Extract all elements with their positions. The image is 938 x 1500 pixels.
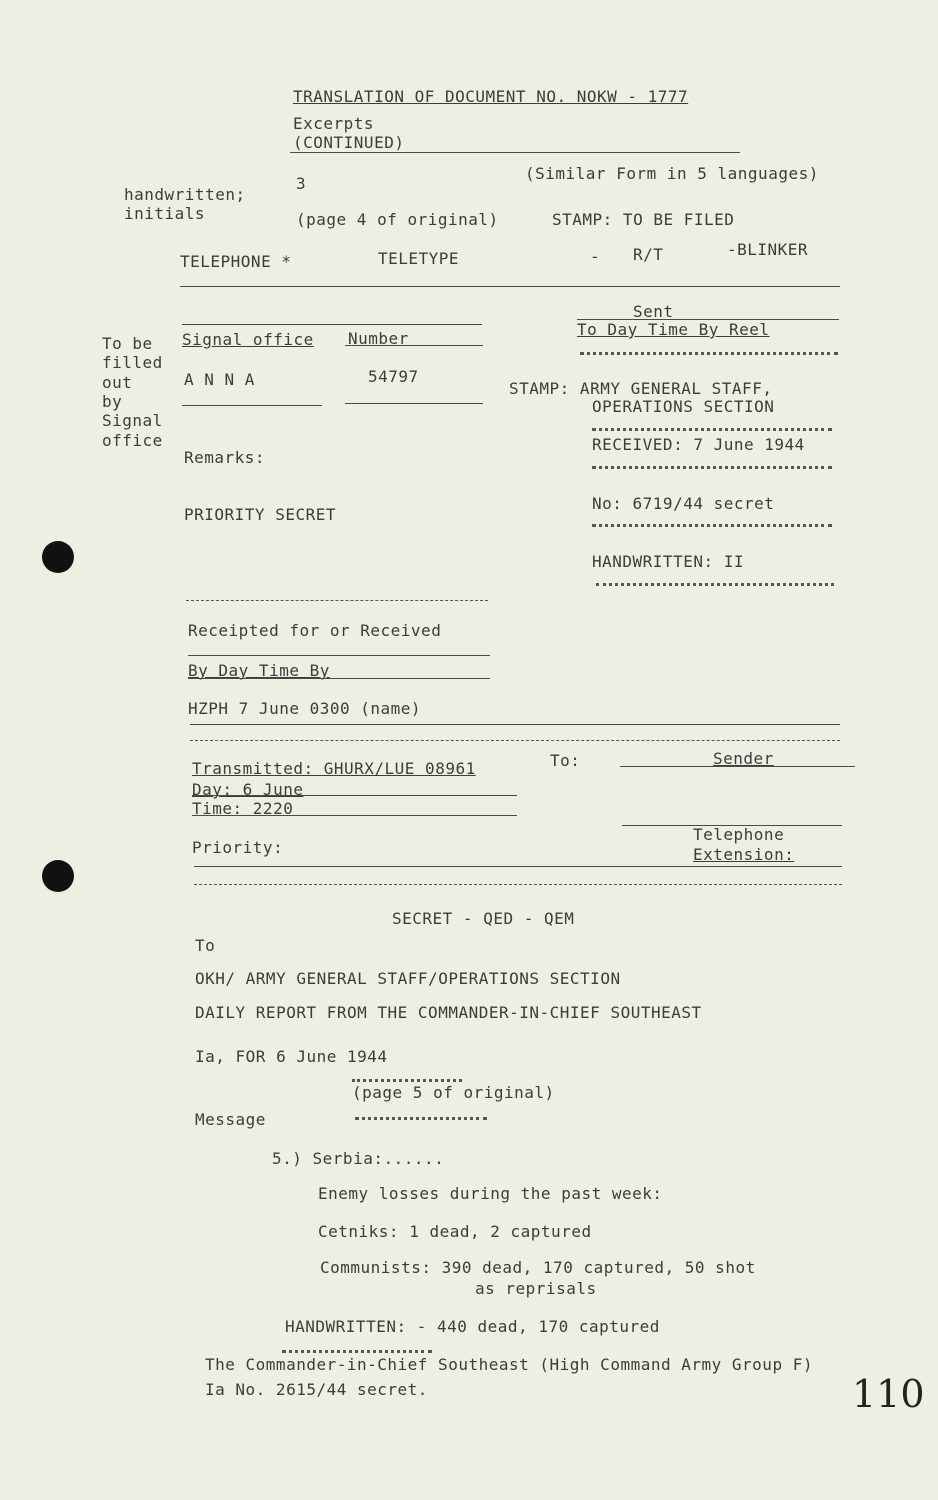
title-rule [290, 152, 740, 153]
message-subject: DAILY REPORT FROM THE COMMANDER-IN-CHIEF SOUTHEAST [195, 1003, 702, 1022]
mode-blinker: -BLINKER [727, 240, 809, 259]
received-number: No: 6719/44 secret [592, 494, 775, 513]
modes-rule [180, 286, 840, 287]
signal-office-label: Signal office [182, 330, 314, 349]
transmit-top-rule [190, 724, 840, 725]
stamp-army-staff-2: OPERATIONS SECTION [592, 397, 775, 416]
message-handwritten: HANDWRITTEN: - 440 dead, 170 captured [285, 1317, 660, 1336]
telephone-label: Telephone [693, 825, 785, 844]
transmit-time: Time: 2220 [192, 799, 294, 818]
message-classification: SECRET - QED - QEM [392, 909, 575, 928]
transmit-bottom-dash [194, 884, 842, 885]
document-title: TRANSLATION OF DOCUMENT NO. NOKW - 1777 [293, 87, 689, 106]
remarks-rule [186, 600, 488, 601]
similar-form-note: (Similar Form in 5 languages) [525, 164, 819, 183]
transmit-day: Day: 6 June [192, 780, 304, 799]
continued-label: (CONTINUED) [293, 133, 405, 152]
message-item-serbia: 5.) Serbia:...... [272, 1149, 445, 1168]
receipt-columns-rule [188, 678, 490, 679]
receipt-columns: By Day Time By [188, 661, 330, 680]
receipt-label: Receipted for or Received [188, 621, 442, 640]
mode-rt: R/T [633, 245, 664, 264]
transmit-time-rule [192, 815, 517, 816]
stamp-army-staff-1: STAMP: ARMY GENERAL STAFF, [509, 379, 773, 398]
number-label: Number [348, 329, 409, 348]
message-losses: Enemy losses during the past week: [318, 1184, 663, 1203]
message-date: Ia, FOR 6 June 1944 [195, 1047, 388, 1066]
sent-dots-2 [592, 428, 832, 431]
message-label: Message [195, 1110, 266, 1129]
side-label-filled: filled [102, 353, 163, 372]
page-reference: (page 4 of original) [296, 210, 499, 229]
margin-note: 110 [852, 1372, 925, 1416]
message-communists-1: Communists: 390 dead, 170 captured, 50 shot [320, 1258, 756, 1277]
handwritten-note-2: initials [124, 204, 206, 223]
signal-office-value-rule [182, 405, 322, 406]
signoff-dots [282, 1350, 432, 1353]
sender-label: Sender [713, 749, 774, 768]
message-to-label: To [195, 936, 216, 955]
sent-label: Sent [633, 302, 674, 321]
signal-label-rule [345, 345, 483, 346]
page-ref-dots [352, 1079, 462, 1082]
sent-dots-5 [596, 583, 834, 586]
excerpts-label: Excerpts [293, 114, 375, 133]
priority-secret: PRIORITY SECRET [184, 505, 336, 524]
stamp-to-be-filed: STAMP: TO BE FILED [552, 210, 735, 229]
transmit-day-rule [192, 795, 517, 796]
message-page-reference: (page 5 of original) [352, 1083, 555, 1102]
side-label-by: by [102, 392, 123, 411]
sent-dots-3 [592, 466, 832, 469]
receipt-rule [188, 655, 490, 656]
number-value: 54797 [368, 367, 419, 386]
message-cetniks: Cetniks: 1 dead, 2 captured [318, 1222, 592, 1241]
page-number: 3 [296, 174, 307, 193]
remarks-label: Remarks: [184, 448, 266, 467]
sender-rule [620, 766, 855, 767]
message-signoff-1: The Commander-in-Chief Southeast (High Command Army Group F) [205, 1355, 813, 1374]
message-recipient: OKH/ ARMY GENERAL STAFF/OPERATIONS SECTION [195, 969, 621, 988]
sent-dots-1 [580, 352, 838, 355]
number-value-rule [345, 403, 483, 404]
transmit-bottom-rule [194, 866, 842, 867]
punch-hole-upper [42, 541, 74, 573]
signal-office-value: A N N A [184, 370, 255, 389]
message-communists-2: as reprisals [475, 1279, 597, 1298]
mode-teletype: TELETYPE [378, 249, 460, 268]
mode-telephone: TELEPHONE * [180, 252, 292, 271]
side-label-signal: Signal [102, 411, 163, 430]
mode-dash: - [590, 247, 601, 266]
handwritten-ii: HANDWRITTEN: II [592, 552, 744, 571]
side-label-office: office [102, 431, 163, 450]
sent-dots-4 [592, 524, 832, 527]
message-signoff-2: Ia No. 2615/44 secret. [205, 1380, 428, 1399]
priority-label: Priority: [192, 838, 284, 857]
sent-columns: To Day Time By Reel [577, 320, 770, 339]
side-label-out: out [102, 373, 133, 392]
punch-hole-lower [42, 860, 74, 892]
handwritten-note-1: handwritten; [124, 185, 246, 204]
received-date: RECEIVED: 7 June 1944 [592, 435, 805, 454]
transmitted-label: Transmitted: GHURX/LUE 08961 [192, 759, 476, 778]
receipt-value: HZPH 7 June 0300 (name) [188, 699, 422, 718]
extension-label: Extension: [693, 845, 795, 864]
signal-header-rule [182, 324, 482, 325]
transmit-top-dash [190, 740, 840, 741]
transmit-to-label: To: [550, 751, 581, 770]
message-dots [355, 1117, 487, 1120]
side-label-to-be: To be [102, 334, 153, 353]
